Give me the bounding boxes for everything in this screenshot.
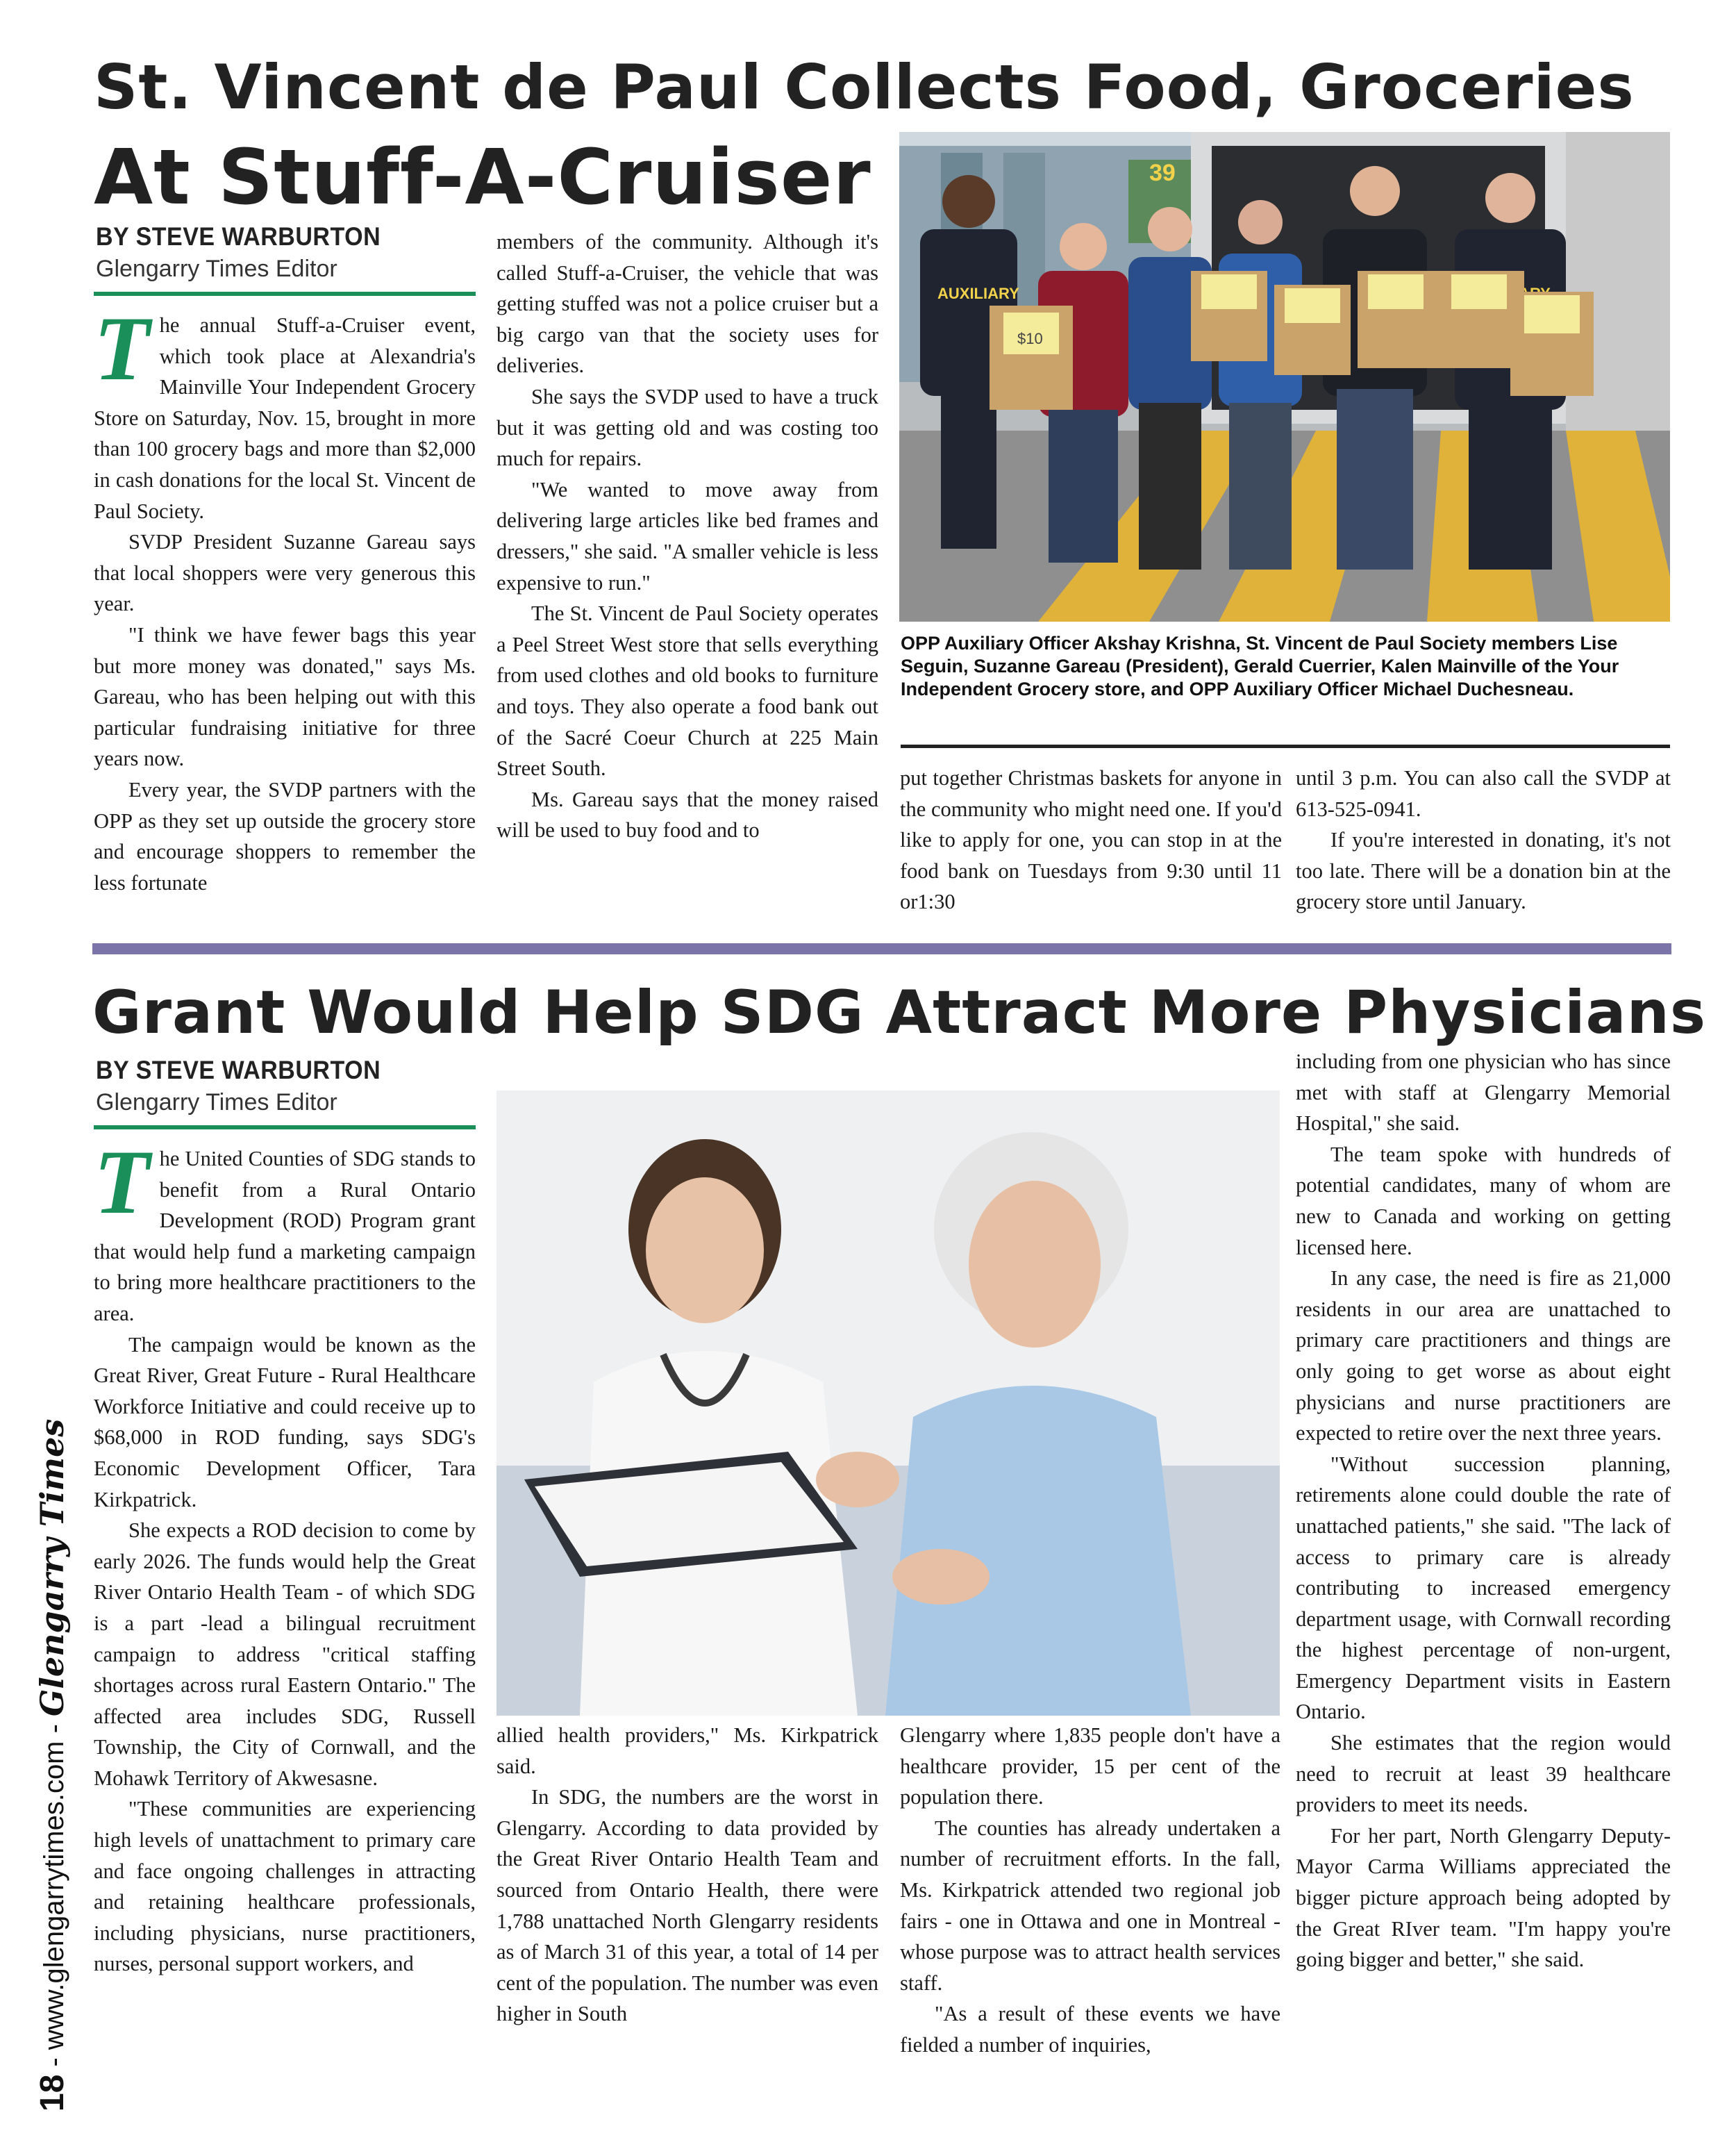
store-sign-text: 39 bbox=[1149, 160, 1176, 186]
paragraph: "Without succession planning, retirements alone could double the rate of unattached patients," she said. "The lack of access to primary care is already contributing to increased emergency department usage, with Cornwall recording the highest percentage of non-urgent, Emergency Department visits in Eastern Ontario. bbox=[1296, 1452, 1671, 1724]
paragraph: "As a result of these events we have fielded a number of inquiries, bbox=[900, 2002, 1280, 2057]
paragraph: he United Counties of SDG stands to benefit from a Rural Ontario Development (ROD) Program grant that would help fund a marketing campaign to bring more healthcare practitioners to the area. bbox=[94, 1147, 476, 1325]
paragraph: She says the SVDP used to have a truck but it was getting old and was costing too much for repairs. bbox=[496, 384, 878, 471]
article2-column-2 bbox=[496, 1720, 878, 2030]
paragraph: In SDG, the numbers are the worst in Glengarry. According to data provided by the Great River Ontario Health Team and sourced from Ontario Health, there were 1,788 unattached North Glengarry residents as of March 31 of this year, a total of 14 per cent of the population. The number was even higher in South bbox=[496, 1785, 878, 2026]
article1-column-1 bbox=[94, 297, 476, 898]
article1-byline-title: Glengarry Times Editor bbox=[96, 256, 337, 282]
article2-dropcap: T bbox=[94, 1131, 150, 1233]
caption-rule bbox=[901, 745, 1670, 748]
paragraph: "These communities are experiencing high levels of unattachment to primary care and face ongoing challenges in attracting and retaining healthcare professionals, including physicians, nurse practitioners, nurses, personal support workers, and bbox=[94, 1797, 476, 1976]
article1-headline-line2: At Stuff-A-Cruiser bbox=[94, 133, 871, 222]
section-divider bbox=[92, 943, 1671, 954]
paragraph: "We wanted to move away from delivering large articles like bed frames and dressers," she said. "A smaller vehicle is less expensive to run." bbox=[496, 477, 878, 595]
paragraph: Every year, the SVDP partners with the OPP as they set up outside the grocery store and encourage shoppers to remember the less fortunate bbox=[94, 777, 476, 895]
article2-byline-title: Glengarry Times Editor bbox=[96, 1089, 337, 1116]
paragraph: allied health providers," Ms. Kirkpatrick said. bbox=[496, 1723, 878, 1778]
paragraph: including from one physician who has since met with staff at Glengarry Memorial Hospital," she said. bbox=[1296, 1050, 1671, 1136]
paragraph: until 3 p.m. You can also call the SVDP at 613-525-0941. bbox=[1296, 766, 1671, 821]
paragraph: Ms. Gareau says that the money raised will be used to buy food and to bbox=[496, 787, 878, 843]
article1-byline-rule bbox=[94, 292, 476, 296]
website-url: www.glengarrytimes.com bbox=[39, 1741, 69, 2050]
article2-headline: Grant Would Help SDG Attract More Physicians bbox=[92, 978, 1707, 1047]
article1-column-2 bbox=[496, 226, 878, 846]
paragraph: For her part, North Glengarry Deputy-Mayor Carma Williams appreciated the bigger picture approach being adopted by the Great RIver team. "I'm happy you're going bigger and better," she said. bbox=[1296, 1823, 1671, 1972]
paragraph: The campaign would be known as the Great River, Great Future - Rural Healthcare Workforce Initiative and could receive up to $68,000 in ROD funding, says SDG's Economic Development Officer, Tara Kirkpatrick. bbox=[94, 1332, 476, 1511]
paragraph: members of the community. Although it's called Stuff-a-Cruiser, the vehicle that was getting stuffed was not a police cruiser but a big cargo van that the society uses for deliveries. bbox=[496, 230, 878, 378]
paragraph: If you're interested in donating, it's not too late. There will be a donation bin at the grocery store until January. bbox=[1296, 828, 1671, 914]
paragraph: put together Christmas baskets for anyone in the community who might need one. If you'd like to apply for one, you can stop in at the food bank on Tuesdays from 9:30 until 11 or1:30 bbox=[900, 766, 1282, 914]
photo1-caption: OPP Auxiliary Officer Akshay Krishna, St. Vincent de Paul Society members Lise Seguin, Suzanne Gareau (President), Gerald Cuerrier, Kalen Mainville of the Your Independent Grocery store, and OPP Auxiliary Officer Michael Duchesneau. bbox=[901, 633, 1619, 699]
paragraph: "I think we have fewer bags this year but more money was donated," says Ms. Gareau, who has been helping out with this particular fundraising initiative for three years now. bbox=[94, 622, 476, 771]
paragraph: SVDP President Suzanne Gareau says that local shoppers were very generous this year. bbox=[94, 530, 476, 616]
paragraph: he annual Stuff-a-Cruiser event, which took place at Alexandria's Mainville Your Independent Grocery Store on Saturday, Nov. 15, brought in more than 100 grocery bags and more than $2,000 in cash donations for the local St. Vincent de Paul Society. bbox=[94, 313, 476, 523]
article1-headline-line1: St. Vincent de Paul Collects Food, Groceries bbox=[94, 51, 1635, 123]
paragraph: The counties has already undertaken a number of recruitment efforts. In the fall, Ms. Kirkpatrick attended two regional job fairs - one in Ottawa and one in Montreal - whose purpose was to attract health services staff. bbox=[900, 1816, 1280, 1995]
group-photo-illustration bbox=[899, 132, 1670, 622]
paragraph: She estimates that the region would need to recruit at least 39 healthcare providers to meet its needs. bbox=[1296, 1731, 1671, 1817]
article2-column-4 bbox=[1296, 1046, 1671, 1975]
paragraph: Glengarry where 1,835 people don't have a healthcare provider, 15 per cent of the population there. bbox=[900, 1723, 1280, 1809]
paragraph: In any case, the need is fire as 21,000 residents in our area are unattached to primary care practitioners and things are only going to get worse as about eight physicians and nurse practitioners are expected to retire over the next three years. bbox=[1296, 1266, 1671, 1445]
doctor-patient-illustration bbox=[496, 1091, 1280, 1716]
article2-byline-rule bbox=[94, 1125, 476, 1129]
paragraph: The St. Vincent de Paul Society operates a Peel Street West store that sells everything from used clothes and old books to furniture and toys. They also operate a food bank out of the Sacré Coeur Church at 225 Main Street South. bbox=[496, 602, 878, 781]
article2-byline-name: BY STEVE WARBURTON bbox=[96, 1056, 381, 1085]
paragraph: She expects a ROD decision to come by early 2026. The funds would help the Great River Ontario Health Team - of which SDG is a part -lead a bilingual recruitment campaign to address "critical staffing shortages across rural Eastern Ontario." The affected area includes SDG, Russell Township, the City of Cornwall, and the Mohawk Territory of Akwesasne. bbox=[94, 1518, 476, 1790]
vest-text-left: AUXILIARY bbox=[937, 285, 1019, 302]
article2-column-3 bbox=[900, 1720, 1280, 2061]
article1-dropcap: T bbox=[94, 297, 150, 399]
paragraph: The team spoke with hundreds of potential candidates, many of whom are new to Canada and working on getting licensed here. bbox=[1296, 1142, 1671, 1259]
bag-price-text: $10 bbox=[1017, 330, 1043, 347]
article1-byline-name: BY STEVE WARBURTON bbox=[96, 222, 381, 251]
article1-column-3 bbox=[900, 763, 1282, 918]
masthead: Glengarry Times bbox=[33, 1418, 71, 1716]
doctor-patient-photo bbox=[496, 1091, 1280, 1716]
article2-column-1 bbox=[94, 1131, 476, 1980]
article1-column-4 bbox=[1296, 763, 1671, 918]
page-sidebar: 18 - www.glengarrytimes.com - Glengarry Times bbox=[33, 1418, 71, 2112]
stuff-a-cruiser-photo bbox=[899, 132, 1670, 622]
page-number: 18 bbox=[34, 2074, 71, 2112]
